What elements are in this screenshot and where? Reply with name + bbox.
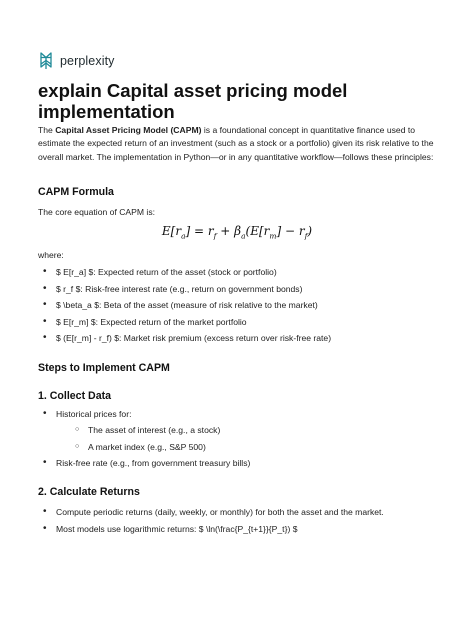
formula-sub: f [304,231,308,241]
perplexity-logo-icon [38,52,54,70]
intro-bold-term: Capital Asset Pricing Model (CAPM) [55,125,202,135]
where-label: where: [38,250,64,260]
page-title: explain Capital asset pricing model implementation [38,80,348,122]
list-item: • $ \beta_a $: Beta of the asset (measure of risk relative to the market) [38,300,438,310]
capm-formula [0,224,474,240]
formula-part: ] = r [185,224,214,238]
capm-formula-heading: CAPM Formula [38,186,114,198]
list-item: • Compute periodic returns (daily, weekly, or monthly) for both the asset and the market. [38,507,438,517]
list-item-text: Historical prices for: [56,409,132,419]
sub-list [56,425,470,452]
formula-part: ] − r [276,224,305,238]
sub-list-item: ○ The asset of interest (e.g., a stock) [70,425,470,435]
list-item: • Most models use logarithmic returns: $ \ln(\frac{P_{t+1}}{P_t}) $ [38,524,438,534]
formula-part: + β [216,224,242,238]
collect-data-list [38,409,438,468]
calculate-returns-heading: 2. Calculate Returns [38,486,140,498]
formula-part: ) [307,224,313,238]
formula-terms-list [38,267,438,343]
intro-paragraph [38,124,438,164]
calculate-returns-list [38,507,438,534]
collect-data-heading: 1. Collect Data [38,390,112,402]
list-item [38,409,438,452]
formula-lead: The core equation of CAPM is: [38,207,156,217]
formula-sub: f [213,231,217,241]
list-item: • $ E[r_m] $: Expected return of the market portfolio [38,317,438,327]
formula-sub: a [181,231,186,241]
formula-part: (E[r [245,224,270,238]
formula-sub: m [269,231,277,241]
steps-heading: Steps to Implement CAPM [38,362,170,374]
brand-logo[interactable] [38,52,115,70]
formula-part: E[r [161,224,182,238]
brand-name: perplexity [60,54,115,68]
intro-prefix: The [38,125,56,135]
sub-list-item: ○ A market index (e.g., S&P 500) [70,442,470,452]
list-item: • Risk-free rate (e.g., from government treasury bills) [38,458,438,468]
intro-rest: is a foundational concept in quantitative finance used to estimate the expected return of an investment (such as a stock or a portfolio) given its risk relative to the overall market. The implementation in Python—or in any quantitative workflow—follows these principles: [38,125,434,162]
list-item: • $ E[r_a] $: Expected return of the asset (stock or portfolio) [38,267,438,277]
list-item: • $ r_f $: Risk-free interest rate (e.g., return on government bonds) [38,284,438,294]
list-item: • $ (E[r_m] - r_f) $: Market risk premium (excess return over risk-free rate) [38,333,438,343]
formula-sub: a [241,231,246,241]
